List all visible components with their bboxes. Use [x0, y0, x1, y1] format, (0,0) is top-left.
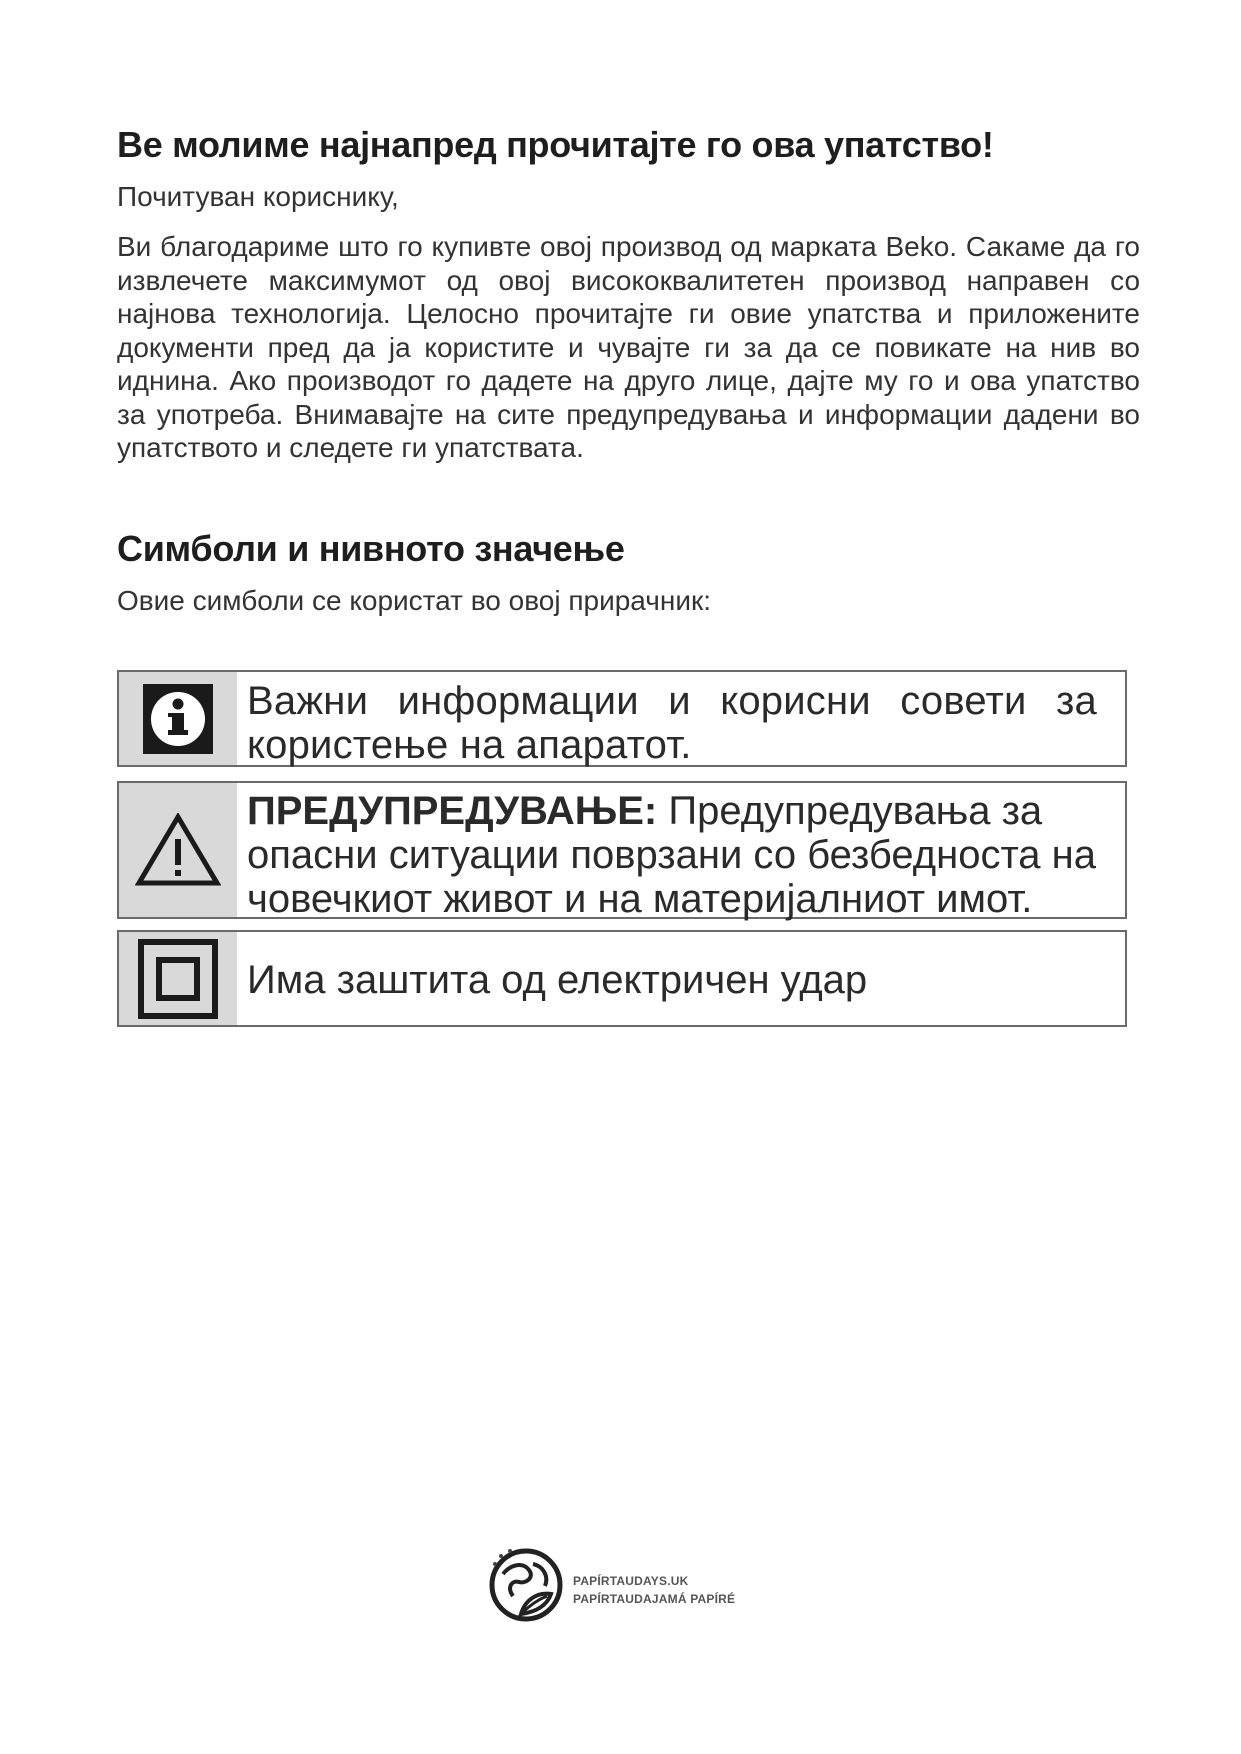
symbols-heading: Симболи и нивното значење — [117, 528, 625, 569]
symbol-cell — [119, 932, 237, 1025]
symbol-description — [237, 672, 1097, 765]
symbol-cell — [119, 783, 237, 917]
symbol-description: Има заштита од електричен удар — [247, 958, 868, 1002]
symbol-row-info — [117, 670, 1127, 767]
intro-line: предупредувања и информации дадени во упатството и следете ги — [117, 398, 1140, 463]
warning-line-1-text: Предупредувања за — [657, 789, 1043, 833]
warning-label: ПРЕДУПРЕДУВАЊЕ: — [247, 789, 658, 833]
intro-line: Ви благодариме што го купивте овој производ од марката Beko. — [117, 231, 958, 262]
intro-line: производ направен со најнова технологија. Целосно прочитајте ги — [117, 264, 1141, 329]
recycled-paper-icon — [485, 1544, 567, 1626]
double-insulation-icon — [138, 939, 218, 1019]
page-title: Ве молиме најнапред прочитајте го ова упатство! — [117, 124, 994, 165]
greeting-text: Почитуван кориснику, — [117, 181, 399, 212]
intro-line: ги за да се повикате на нив во иднина. Ако производот го дадете на — [117, 331, 1140, 396]
logo-text-line-2: PAPÍRTAUDAJAMÁ PAPÍRÉ — [573, 1592, 736, 1606]
intro-line: Сакаме да го извлечете максимумот од овој висококвалитетен — [117, 231, 1140, 296]
symbol-cell — [119, 672, 237, 765]
intro-paragraph — [117, 230, 1140, 465]
symbols-intro: Овие симболи се користат во овој прирачник: — [117, 585, 711, 616]
info-line-2: користење на апаратот. — [247, 723, 692, 767]
info-line-1: Важни информации и корисни совети за — [247, 679, 1097, 723]
warning-line-1 — [247, 789, 1096, 833]
recycled-paper-logo — [485, 1540, 736, 1630]
intro-line: овие упатства и приложените документи пред да ја користите и чувајте — [117, 298, 1140, 363]
warning-triangle-icon — [135, 813, 221, 887]
warning-line-2: опасни ситуации поврзани со безбедноста на — [247, 833, 1097, 877]
intro-line: упатствата. — [435, 432, 584, 463]
symbol-description — [237, 783, 1097, 921]
warning-line-3: човечкиот живот и на материјалниот имот. — [247, 877, 1033, 921]
symbol-row-warning — [117, 781, 1127, 919]
logo-text-line-1: PAPÍRTAUDAYS.UK — [573, 1574, 689, 1588]
info-icon — [143, 684, 213, 754]
intro-line: друго лице, дајте му го и ова упатство за употреба. Внимавајте на сите — [117, 365, 1140, 430]
symbol-row-insulation — [117, 930, 1127, 1027]
